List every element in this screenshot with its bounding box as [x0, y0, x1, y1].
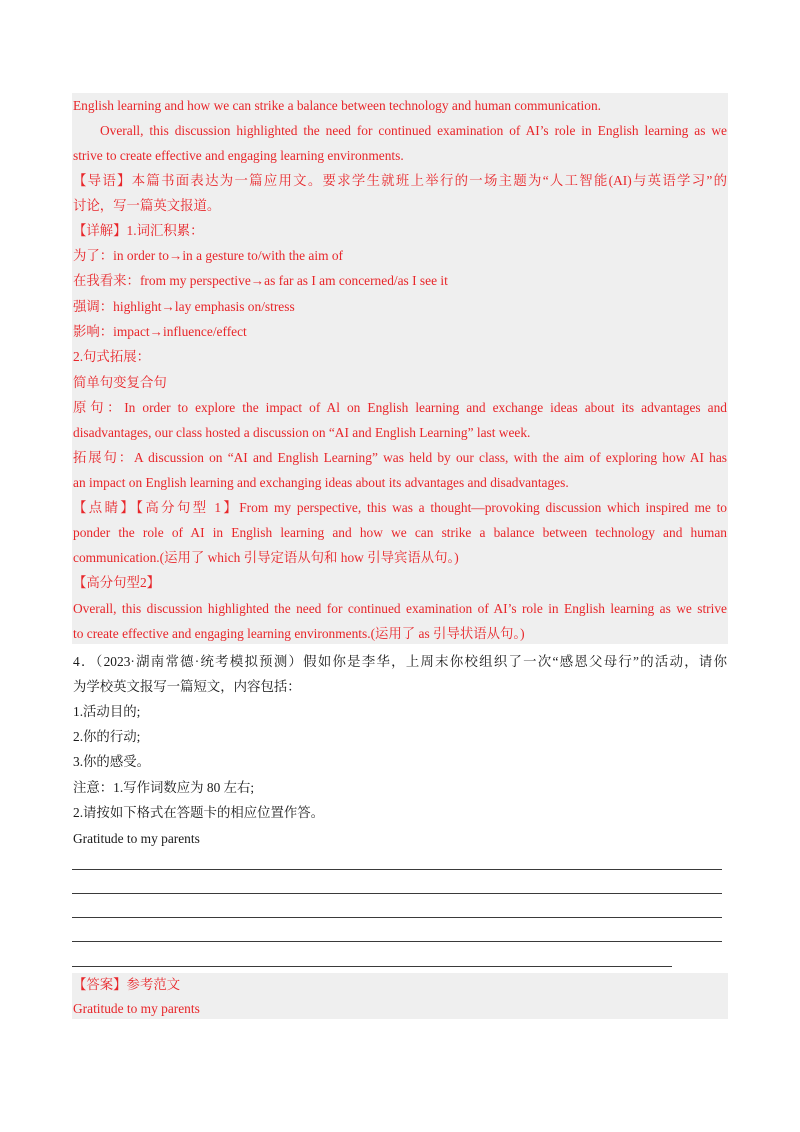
essay-line: English learning and how we can strike a balance between technology and human communication. [73, 98, 602, 113]
question-item: 2.你的行动; [73, 729, 141, 744]
writing-line [72, 941, 722, 942]
question-line: 4．（2023·湖南常德·统考模拟预测）假如你是李华，上周末你校组织了一次“感恩父母行”的活动，请你 [73, 654, 727, 669]
answer-title: Gratitude to my parents [73, 1001, 200, 1016]
vocab-item: 在我看来：from my perspective→as far as I am concerned/as I see it [73, 273, 448, 288]
explanation-heading: 【详解】1.词汇积累： [73, 223, 204, 238]
writing-line [72, 869, 722, 870]
highlight-line: ponder the role of AI in English learning and how we can strike a balance between technology and human [73, 525, 727, 540]
sentence-subheading: 简单句变复合句 [73, 375, 167, 390]
writing-line [72, 893, 722, 894]
original-sentence: disadvantages, our class hosted a discussion on “AI and English Learning” last week. [73, 425, 531, 440]
original-sentence: 原句：In order to explore the impact of Al on English learning and exchange ideas about its advantages and [73, 400, 727, 415]
highlight-line: communication.(运用了 which 引导定语从句和 how 引导宾语从句。) [73, 550, 459, 565]
writing-line [72, 966, 672, 967]
guide-line: 讨论，写一篇英文报道。 [73, 198, 221, 213]
essay-line: Overall, this discussion highlighted the need for continued examination of AI’s role in English learning as we [100, 123, 727, 138]
writing-line [72, 917, 722, 918]
pattern2-heading: 【高分句型2】 [73, 575, 161, 590]
pattern2-line: to create effective and engaging learning environments.(运用了 as 引导状语从句。) [73, 626, 525, 641]
highlight-line: 【点睛】【高分句型 1】From my perspective, this was a thought—provoking discussion which inspired me to [73, 500, 727, 515]
essay-line: strive to create effective and engaging learning environments. [73, 148, 404, 163]
essay-title: Gratitude to my parents [73, 831, 200, 846]
vocab-item: 强调：highlight→lay emphasis on/stress [73, 299, 295, 314]
question-line: 为学校英文报写一篇短文，内容包括： [73, 679, 301, 694]
question-item: 3.你的感受。 [73, 754, 150, 769]
question-note: 2.请按如下格式在答题卡的相应位置作答。 [73, 805, 325, 820]
vocab-item: 影响：impact→influence/effect [73, 324, 247, 339]
answer-heading: 【答案】参考范文 [73, 977, 181, 992]
guide-line: 【导语】本篇书面表达为一篇应用文。要求学生就班上举行的一场主题为“人工智能(AI)与英语学习”的 [73, 173, 727, 188]
question-note: 注意：1.写作词数应为 80 左右; [73, 780, 255, 795]
pattern2-line: Overall, this discussion highlighted the need for continued examination of AI’s role in English learning as we strive [73, 601, 727, 616]
question-item: 1.活动目的; [73, 704, 141, 719]
expanded-sentence: 拓展句：A discussion on “AI and English Learning” was held by our class, with the aim of exploring how AI has [73, 450, 727, 465]
vocab-item: 为了：in order to→in a gesture to/with the aim of [73, 248, 343, 263]
sentence-heading: 2.句式拓展： [73, 349, 150, 364]
expanded-sentence: an impact on English learning and exchanging ideas about its advantages and disadvantages. [73, 475, 569, 490]
